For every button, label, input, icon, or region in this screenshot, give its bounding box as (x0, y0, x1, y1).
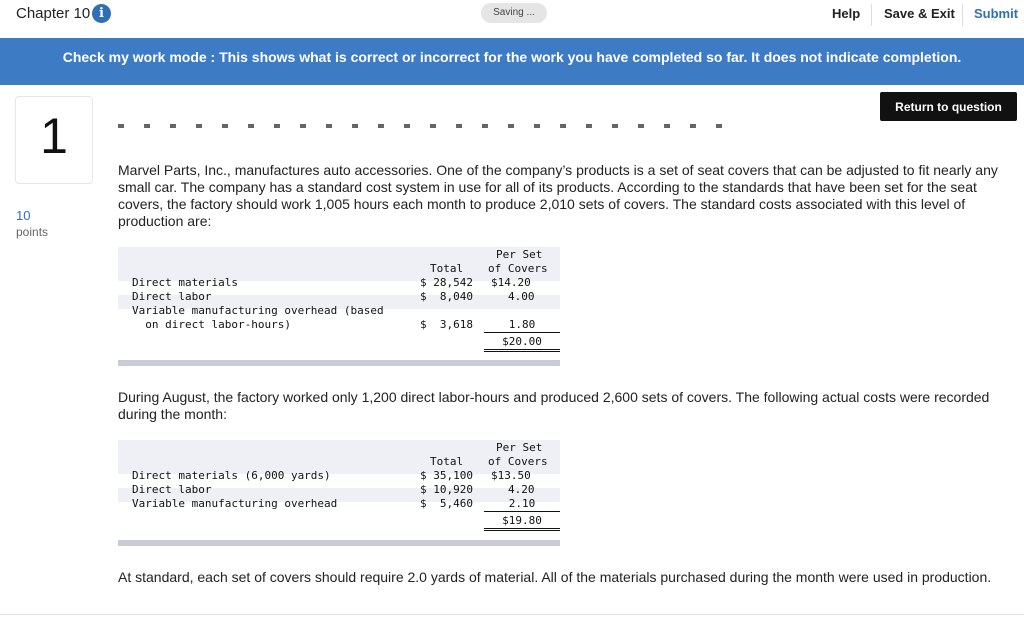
table-scrollbar[interactable] (118, 540, 560, 546)
table-row-label: on direct labor-hours) (132, 318, 291, 331)
table-row-total: $ 10,920 (420, 483, 473, 496)
actual-cost-table (118, 440, 560, 540)
nav-divider (962, 4, 963, 26)
nav-divider (871, 4, 872, 26)
material-paragraph: At standard, each set of covers should require 2.0 yards of material. All of the materials purchased during the month were used in production. (118, 569, 992, 585)
top-bar (0, 0, 1024, 39)
table-row-label: Direct labor (132, 290, 212, 303)
table-row-per-set: 4.00 (508, 290, 535, 303)
table-row-total: $ 35,100 (420, 469, 473, 482)
col-header-per-set: Per Set (496, 248, 543, 261)
intro-paragraph: Marvel Parts, Inc., manufactures auto accessories. One of the company’s products is a set of seat covers that can be adjusted to fit nearly any small car. The company has a standard cost system in use for all of its products. According to the standards that have been set for the seat covers, the factory should work 1,005 hours each month to produce 2,010 sets of covers. The standard costs associated with this level of production are: (118, 162, 998, 229)
check-my-work-banner: Check my work mode : This shows what is correct or incorrect for the work you have completed so far. It does not indicate completion. (0, 38, 1024, 85)
table-row-label: Direct labor (132, 483, 212, 496)
table-row-total: $ 5,460 (420, 497, 473, 510)
table-row-per-set: $14.20 (491, 276, 531, 289)
table-row-total: $ 8,040 (420, 290, 473, 303)
august-paragraph: During August, the factory worked only 1,200 direct labor-hours and produced 2,600 sets of covers. The following actual costs were recorded during the month: (118, 389, 990, 422)
standard-cost-table (118, 247, 560, 360)
table-row-per-set: 1.80 (484, 318, 560, 333)
question-number: 1 (40, 108, 68, 164)
save-exit-link[interactable]: Save & Exit (884, 6, 955, 21)
points-value: 10 (16, 208, 31, 223)
info-icon[interactable]: i (92, 4, 111, 23)
saving-status-badge: Saving ... (481, 3, 547, 23)
table-row-per-set: $13.50 (491, 469, 531, 482)
table-row-label: Direct materials (6,000 yards) (132, 469, 331, 482)
table-row-per-set: 4.20 (508, 483, 535, 496)
return-to-question-button[interactable]: Return to question (880, 92, 1017, 121)
question-number-box (15, 96, 93, 184)
table-row-label: Variable manufacturing overhead (based (132, 304, 384, 317)
col-header-total: Total (430, 455, 464, 468)
table-row-label: Direct materials (132, 276, 238, 289)
table-row-total: $ 28,542 (420, 276, 473, 289)
table-scrollbar[interactable] (118, 360, 560, 366)
col-header-of-covers: of Covers (488, 262, 548, 275)
points-label: points (16, 225, 49, 239)
table-grand-total: $20.00 (484, 335, 560, 352)
col-header-total: Total (430, 262, 464, 275)
help-link[interactable]: Help (832, 6, 861, 21)
col-header-per-set: Per Set (496, 441, 543, 454)
col-header-of-covers: of Covers (488, 455, 548, 468)
table-row-label: Variable manufacturing overhead (132, 497, 338, 510)
bottom-divider (0, 614, 1024, 615)
chapter-title: Chapter 10 (16, 5, 91, 22)
submit-link[interactable]: Submit (974, 6, 1019, 21)
table-row-total: $ 3,618 (420, 318, 473, 331)
clipped-heading-text (118, 124, 738, 128)
table-grand-total: $19.80 (484, 514, 560, 531)
table-row-per-set: 2.10 (484, 497, 560, 512)
